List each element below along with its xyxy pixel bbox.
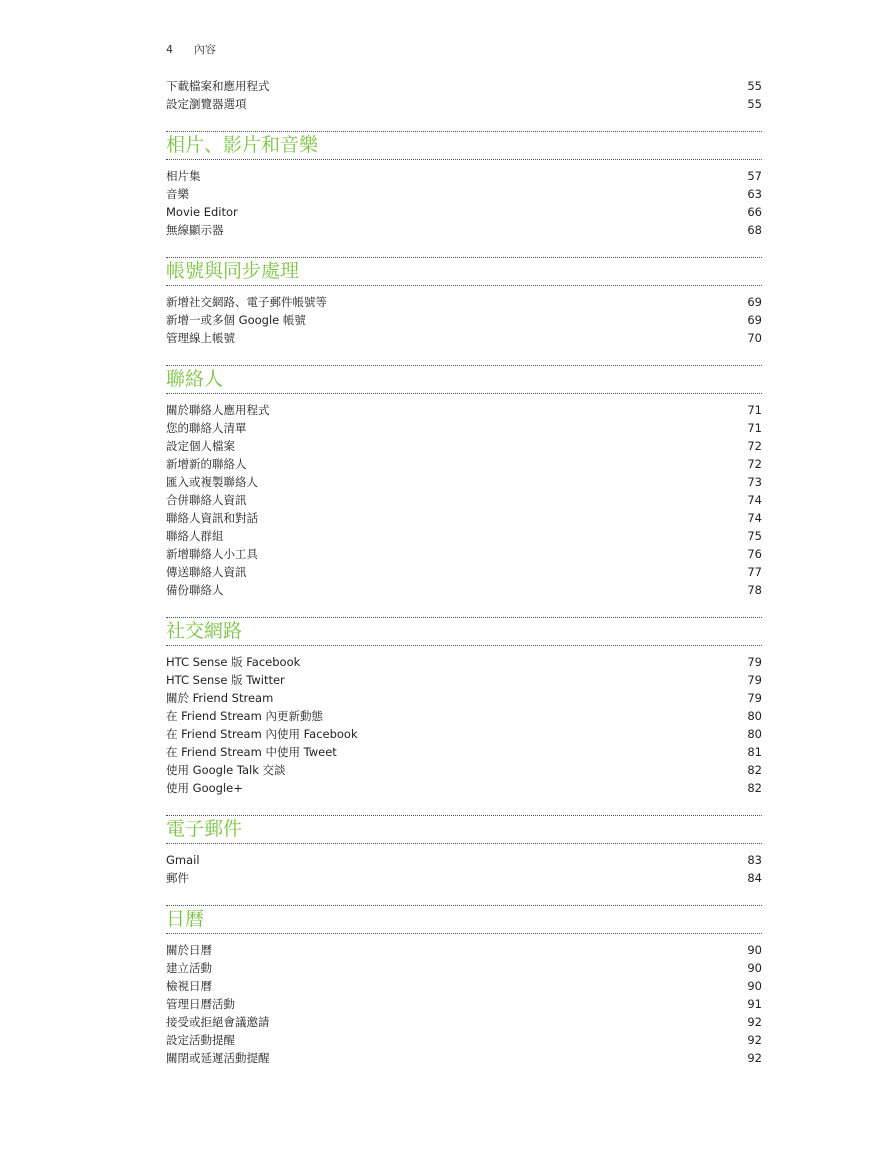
toc-entry-page: 74	[747, 511, 762, 525]
toc-entry-page: 92	[747, 1051, 762, 1065]
toc-entry[interactable]	[166, 707, 762, 725]
section-heading[interactable]: 日曆	[166, 905, 762, 934]
toc-entry[interactable]	[166, 329, 762, 347]
toc-entry-page: 55	[747, 79, 762, 93]
toc-entry-title: 在 Friend Stream 內更新動態	[166, 709, 323, 723]
toc-entry[interactable]	[166, 1049, 762, 1067]
toc-entry[interactable]	[166, 563, 762, 581]
page-number: 4	[166, 43, 173, 56]
toc-entry-title: 新增一或多個 Google 帳號	[166, 313, 306, 327]
toc-entry-title: 關於聯絡人應用程式	[166, 403, 270, 417]
toc-entry-page: 74	[747, 493, 762, 507]
toc-section	[166, 905, 762, 1067]
toc-entry-page: 57	[747, 169, 762, 183]
toc-entry[interactable]	[166, 185, 762, 203]
toc-entry-page: 79	[747, 691, 762, 705]
toc-entry-title: 聯絡人資訊和對話	[166, 511, 258, 525]
toc-entry[interactable]	[166, 779, 762, 797]
toc-entry-title: 傳送聯絡人資訊	[166, 565, 247, 579]
toc-entry[interactable]	[166, 455, 762, 473]
section-heading[interactable]: 相片、影片和音樂	[166, 131, 762, 160]
toc-entry-page: 82	[747, 781, 762, 795]
toc-entry-page: 70	[747, 331, 762, 345]
toc-entry-title: 使用 Google+	[166, 781, 243, 795]
toc-entry[interactable]	[166, 311, 762, 329]
toc-entry-page: 69	[747, 295, 762, 309]
section-heading[interactable]: 帳號與同步處理	[166, 257, 762, 286]
toc-entry-title: HTC Sense 版 Twitter	[166, 673, 285, 687]
toc-entry-title: 音樂	[166, 187, 189, 201]
toc-entry-page: 78	[747, 583, 762, 597]
toc-entry[interactable]	[166, 95, 762, 113]
toc-entry[interactable]	[166, 581, 762, 599]
toc-entry-title: 無線顯示器	[166, 223, 224, 237]
toc-entry-page: 92	[747, 1015, 762, 1029]
toc-entry-title: 新增社交網路、電子郵件帳號等	[166, 295, 327, 309]
toc-entry[interactable]	[166, 761, 762, 779]
toc-entry[interactable]	[166, 995, 762, 1013]
toc-entry-page: 71	[747, 403, 762, 417]
toc-entry-title: Gmail	[166, 853, 200, 867]
toc-entry[interactable]	[166, 959, 762, 977]
toc-entry-page: 90	[747, 979, 762, 993]
toc-entry[interactable]	[166, 203, 762, 221]
toc-entry-page: 72	[747, 457, 762, 471]
toc-entry-page: 69	[747, 313, 762, 327]
toc-section	[166, 257, 762, 347]
toc-entry-title: 新增新的聯絡人	[166, 457, 247, 471]
toc-entry[interactable]	[166, 977, 762, 995]
toc-entry-page: 55	[747, 97, 762, 111]
toc-entry-title: 檢視日曆	[166, 979, 212, 993]
toc-entry[interactable]	[166, 527, 762, 545]
toc-entry-title: 您的聯絡人清單	[166, 421, 247, 435]
toc-entry-title: 設定活動提醒	[166, 1033, 235, 1047]
toc-entry[interactable]	[166, 401, 762, 419]
toc-entry-page: 83	[747, 853, 762, 867]
toc-entry-page: 63	[747, 187, 762, 201]
page-header	[166, 41, 216, 57]
toc-entry-title: 新增聯絡人小工具	[166, 547, 258, 561]
header-title: 內容	[194, 43, 216, 56]
toc-entry-title: 下載檔案和應用程式	[166, 79, 270, 93]
toc-entry-title: 建立活動	[166, 961, 212, 975]
toc-entry-page: 72	[747, 439, 762, 453]
section-heading[interactable]: 聯絡人	[166, 365, 762, 394]
toc-entry-title: 使用 Google Talk 交談	[166, 763, 286, 777]
toc-entry-page: 68	[747, 223, 762, 237]
toc-entry-title: 在 Friend Stream 中使用 Tweet	[166, 745, 337, 759]
toc-entry-title: Movie Editor	[166, 205, 238, 219]
toc-entry[interactable]	[166, 1031, 762, 1049]
toc-entry-title: 設定個人檔案	[166, 439, 235, 453]
toc-entry[interactable]	[166, 851, 762, 869]
toc-entry-title: 相片集	[166, 169, 201, 183]
toc-entry-title: 接受或拒絕會議邀請	[166, 1015, 270, 1029]
toc-entry-title: 管理日曆活動	[166, 997, 235, 1011]
toc-entry[interactable]	[166, 437, 762, 455]
toc-entry[interactable]	[166, 77, 762, 95]
section-heading[interactable]: 社交網路	[166, 617, 762, 646]
toc-entry[interactable]	[166, 473, 762, 491]
toc-entry-title: 關於日曆	[166, 943, 212, 957]
toc-entry[interactable]	[166, 725, 762, 743]
toc-entry-page: 80	[747, 727, 762, 741]
toc-section	[166, 131, 762, 239]
toc-entry-page: 71	[747, 421, 762, 435]
toc-entry[interactable]	[166, 671, 762, 689]
toc-entry-page: 90	[747, 961, 762, 975]
toc-entry[interactable]	[166, 941, 762, 959]
toc-entry[interactable]	[166, 743, 762, 761]
toc-entry[interactable]	[166, 689, 762, 707]
toc-entry-title: 管理線上帳號	[166, 331, 235, 345]
toc-entry[interactable]	[166, 491, 762, 509]
toc-entry[interactable]	[166, 419, 762, 437]
toc-entry-page: 92	[747, 1033, 762, 1047]
toc-entry-page: 90	[747, 943, 762, 957]
toc-entry-page: 80	[747, 709, 762, 723]
toc-entry[interactable]	[166, 221, 762, 239]
intro-entries	[166, 77, 762, 113]
toc-entry[interactable]	[166, 293, 762, 311]
toc-entry-page: 79	[747, 655, 762, 669]
table-of-contents	[166, 77, 762, 1067]
toc-entry-page: 66	[747, 205, 762, 219]
toc-entry-page: 77	[747, 565, 762, 579]
toc-entry-title: HTC Sense 版 Facebook	[166, 655, 301, 669]
toc-entry[interactable]	[166, 869, 762, 887]
toc-entry[interactable]	[166, 653, 762, 671]
section-heading[interactable]: 電子郵件	[166, 815, 762, 844]
toc-section	[166, 815, 762, 887]
toc-entry[interactable]	[166, 509, 762, 527]
toc-entry-title: 在 Friend Stream 內使用 Facebook	[166, 727, 358, 741]
toc-entry-page: 91	[747, 997, 762, 1011]
toc-entry-title: 設定瀏覽器選項	[166, 97, 247, 111]
toc-section	[166, 617, 762, 797]
toc-entry-page: 75	[747, 529, 762, 543]
toc-entry-title: 郵件	[166, 871, 189, 885]
toc-entry-page: 82	[747, 763, 762, 777]
toc-entry-title: 備份聯絡人	[166, 583, 224, 597]
toc-entry-title: 聯絡人群組	[166, 529, 224, 543]
toc-entry[interactable]	[166, 167, 762, 185]
toc-entry-page: 81	[747, 745, 762, 759]
toc-entry[interactable]	[166, 1013, 762, 1031]
toc-entry-title: 合併聯絡人資訊	[166, 493, 247, 507]
toc-entry[interactable]	[166, 545, 762, 563]
toc-section	[166, 365, 762, 599]
toc-entry-page: 79	[747, 673, 762, 687]
toc-entry-page: 84	[747, 871, 762, 885]
toc-entry-page: 73	[747, 475, 762, 489]
toc-entry-title: 匯入或複製聯絡人	[166, 475, 258, 489]
toc-entry-page: 76	[747, 547, 762, 561]
toc-entry-title: 關閉或延遲活動提醒	[166, 1051, 270, 1065]
toc-entry-title: 關於 Friend Stream	[166, 691, 274, 705]
